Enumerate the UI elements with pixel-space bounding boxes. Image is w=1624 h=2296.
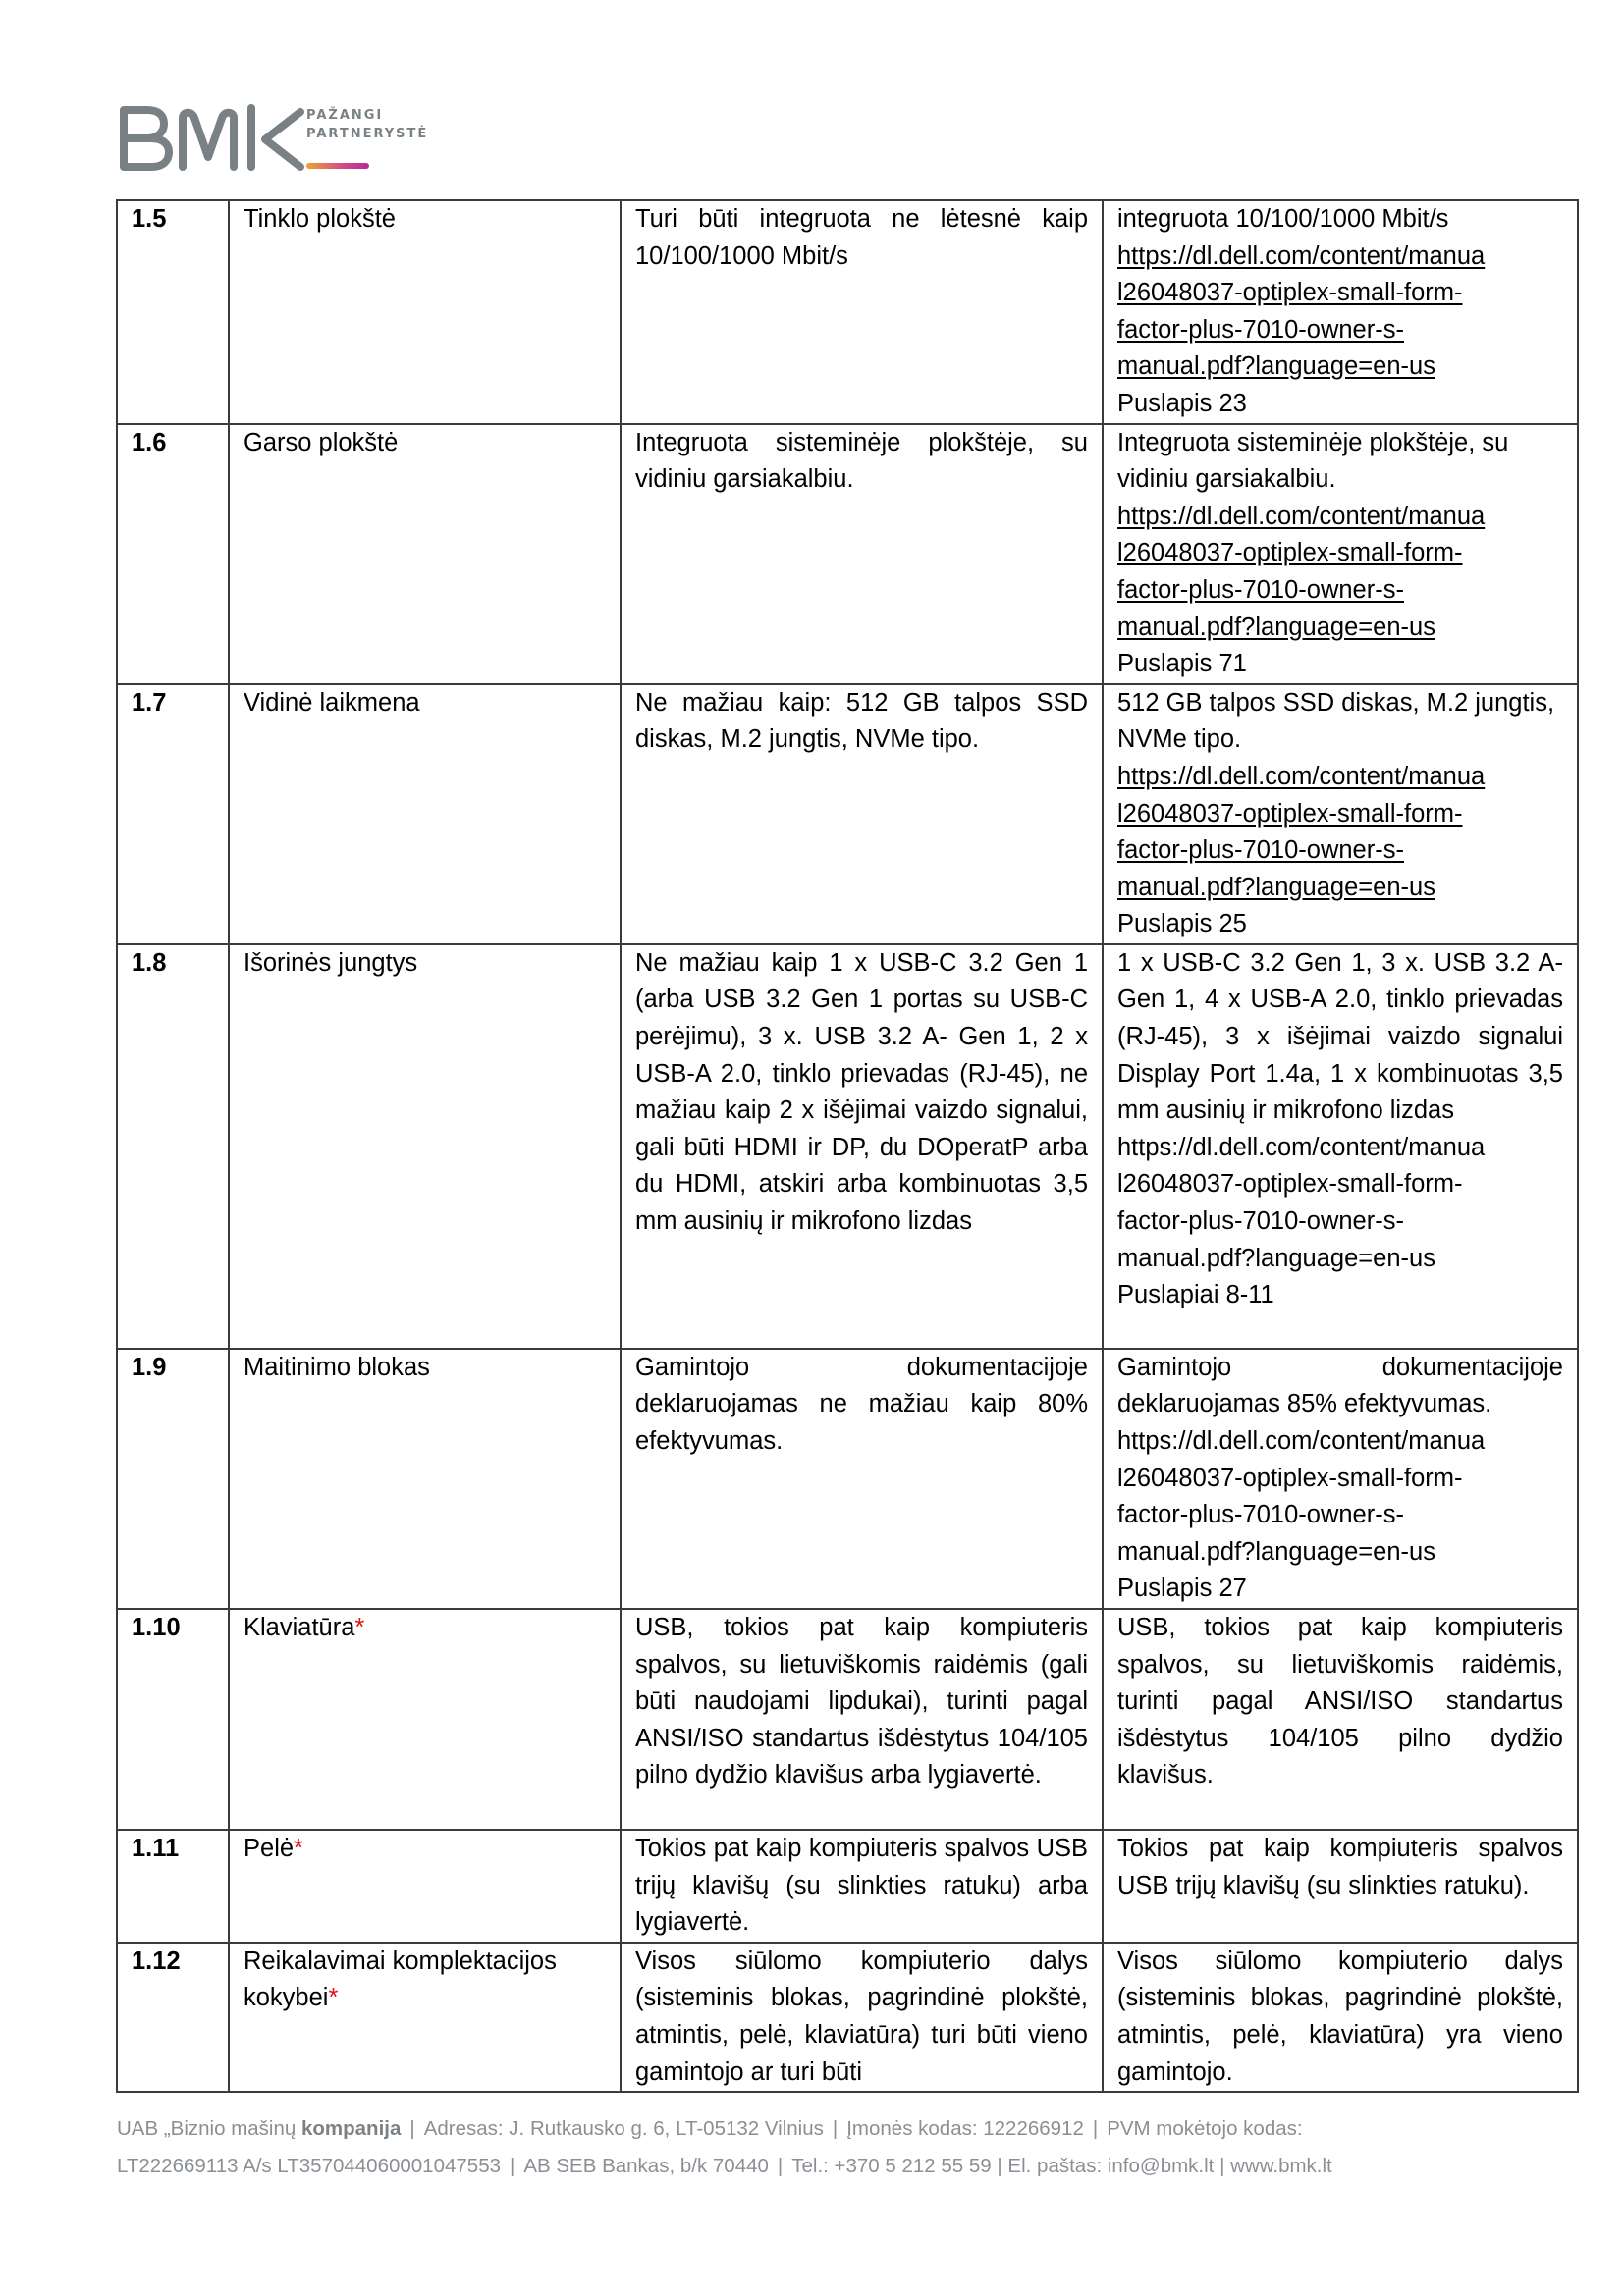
requirement-cell: Integruota sisteminėje plokštėje, su vidiniu garsiakalbiu. [621,424,1103,684]
offer-text: integruota 10/100/1000 Mbit/s [1117,205,1449,233]
item-number: 1.7 [117,684,229,944]
company-name: UAB „Biznio mašinų kompanija [117,2117,402,2140]
offer-page-ref: Puslapis 25 [1117,910,1247,938]
required-asterisk: * [328,1984,339,2012]
logo-accent-bar [306,163,369,169]
item-name-text: Garso plokštė [244,428,399,456]
table-row [117,424,1578,684]
bank-info: AB SEB Bankas, b/k 70440 [523,2155,769,2177]
requirement-cell: USB, tokios pat kaip kompiuteris spalvos, su lietuviškomis raidėmis (gali būti naudojami lipdukai), turinti pagal ANSI/ISO standartus išdėstytus 104/105 pilno dydžio klavišus arba lygiavertė. [621,1609,1103,1830]
item-name-text: Tinklo plokštė [244,205,396,233]
item-name-text: Reikalavimai komplektacijos kokybei [244,1947,557,2012]
item-name [229,1349,621,1609]
website-link[interactable]: www.bmk.lt [1230,2155,1332,2177]
email-link[interactable]: El. paštas: info@bmk.lt [1007,2155,1215,2177]
vat-label: PVM mokėtojo kodas: [1107,2117,1303,2140]
phone: Tel.: +370 5 212 55 59 [791,2155,992,2177]
requirement-cell: Turi būti integruota ne lėtesnė kaip 10/100/1000 Mbit/s [621,200,1103,424]
offer-text: Integruota sisteminėje plokštėje, su vidiniu garsiakalbiu. [1117,428,1509,494]
offer-page-ref: Puslapis 27 [1117,1575,1247,1603]
table-row [117,1349,1578,1609]
item-name [229,684,621,944]
offer-page-ref: Puslapis 23 [1117,389,1247,417]
item-number: 1.9 [117,1349,229,1609]
offer-page-ref: Puslapiai 8-11 [1117,1281,1274,1309]
requirement-cell: Ne mažiau kaip 1 x USB-C 3.2 Gen 1 (arba USB 3.2 Gen 1 portas su USB-C perėjimu), 3 x. USB 3.2 A- Gen 1, 2 x USB-A 2.0, tinklo prievadas (RJ-45), ne mažiau kaip 2 x išėjimai vaizdo signalui, gali būti HDMI ir DP, du DOperatP arba du HDMI, atskiri arba kombinuotas 3,5 mm ausinių ir mikrofono lizdas [621,944,1103,1349]
offer-cell [1103,424,1578,684]
table-row [117,1609,1578,1830]
offer-cell: Visos siūlomo kompiuterio dalys (sisteminis blokas, pagrindinė plokštė, atmintis, pelė, klaviatūra) yra vieno gamintojo. [1103,1943,1578,2092]
requirement-cell: Visos siūlomo kompiuterio dalys (sisteminis blokas, pagrindinė plokštė, atmintis, pelė, klaviatūra) turi būti vieno gamintojo ar turi būti [621,1943,1103,2092]
item-name-text: Vidinė laikmena [244,688,420,717]
offer-text: Gamintojo dokumentacijoje deklaruojamas 85% efektyvumas. [1117,1353,1563,1418]
table-row [117,1943,1578,2092]
table-row [117,200,1578,424]
logo-tagline [306,106,428,143]
item-name-text: Klaviatūra [244,1614,355,1642]
item-name [229,1609,621,1830]
requirement-cell: Tokios pat kaip kompiuteris spalvos USB trijų klavišų (su slinkties ratuku) arba lygiavertė. [621,1830,1103,1943]
footer-line-2: LT222669113 A/s LT357044060001047553 | AB SEB Bankas, b/k 70440 | Tel.: +370 5 212 55 59 | El. paštas: info@bmk.lt | www.bmk.lt [117,2155,1332,2177]
item-number: 1.8 [117,944,229,1349]
item-name [229,424,621,684]
requirement-cell: Gamintojo dokumentacijoje deklaruojamas ne mažiau kaip 80% efektyvumas. [621,1349,1103,1609]
item-number: 1.10 [117,1609,229,1830]
offer-cell [1103,200,1578,424]
manual-link[interactable]: https://dl.dell.com/content/manua l26048037-optiplex-small-form- factor-plus-7010-owner-s- manual.pdf?language=en-us [1117,241,1486,381]
table-row [117,684,1578,944]
offer-cell: USB, tokios pat kaip kompiuteris spalvos, su lietuviškomis raidėmis, turinti pagal ANSI/ISO standartus išdėstytus 104/105 pilno dydžio klavišus. [1103,1609,1578,1830]
manual-link[interactable]: https://dl.dell.com/content/manua l26048037-optiplex-small-form- factor-plus-7010-owner-s- manual.pdf?language=en-us [1117,762,1486,901]
manual-link-plain[interactable]: https://dl.dell.com/content/manua l26048037-optiplex-small-form- factor-plus-7010-owner-s- manual.pdf?language=en-us [1117,1427,1486,1566]
item-name [229,944,621,1349]
table-row [117,944,1578,1349]
item-name [229,1830,621,1943]
offer-cell [1103,1349,1578,1609]
offer-cell [1103,944,1578,1349]
bmk-logo-icon [118,102,314,177]
tagline-line-2: PARTNERYSTĖ [306,127,429,141]
offer-text: 512 GB talpos SSD diskas, M.2 jungtis, NVMe tipo. [1117,688,1555,754]
item-name [229,1943,621,2092]
tagline-line-1: PAŽANGI [306,108,384,123]
item-number: 1.6 [117,424,229,684]
item-number: 1.11 [117,1830,229,1943]
item-name [229,200,621,424]
offer-text: 1 x USB-C 3.2 Gen 1, 3 x. USB 3.2 A-Gen 1, 4 x USB-A 2.0, tinklo prievadas (RJ-45), 3 x išėjimai vaizdo signalui Display Port 1.4a, 1 x kombinuotas 3,5 mm ausinių ir mikrofono lizdas [1117,948,1563,1125]
vat-and-account: LT222669113 A/s LT357044060001047553 [117,2155,501,2177]
item-number: 1.5 [117,200,229,424]
item-name-text: Maitinimo blokas [244,1353,430,1381]
item-name-text: Išorinės jungtys [244,948,418,977]
company-code: Įmonės kodas: 122266912 [846,2117,1084,2140]
required-asterisk: * [294,1835,303,1863]
footer-line-1: UAB „Biznio mašinų kompanija | Adresas: J. Rutkausko g. 6, LT-05132 Vilnius | Įmonės kodas: 122266912 | PVM mokėtojo kodas: [117,2117,1303,2140]
offer-cell: Tokios pat kaip kompiuteris spalvos USB trijų klavišų (su slinkties ratuku). [1103,1830,1578,1943]
page-footer [117,2110,1332,2185]
requirement-cell: Ne mažiau kaip: 512 GB talpos SSD diskas, M.2 jungtis, NVMe tipo. [621,684,1103,944]
table-row [117,1830,1578,1943]
company-address: Adresas: J. Rutkausko g. 6, LT-05132 Vilnius [423,2117,824,2140]
manual-link[interactable]: https://dl.dell.com/content/manua l26048037-optiplex-small-form- factor-plus-7010-owner-s- manual.pdf?language=en-us [1117,502,1486,641]
offer-cell [1103,684,1578,944]
item-name-text: Pelė [244,1835,295,1863]
manual-link-plain[interactable]: https://dl.dell.com/content/manua l26048037-optiplex-small-form- factor-plus-7010-owner-s- manual.pdf?language=en-us [1117,1133,1486,1272]
offer-page-ref: Puslapis 71 [1117,650,1247,678]
required-asterisk: * [354,1614,365,1642]
item-number: 1.12 [117,1943,229,2092]
specification-table [116,199,1579,2093]
